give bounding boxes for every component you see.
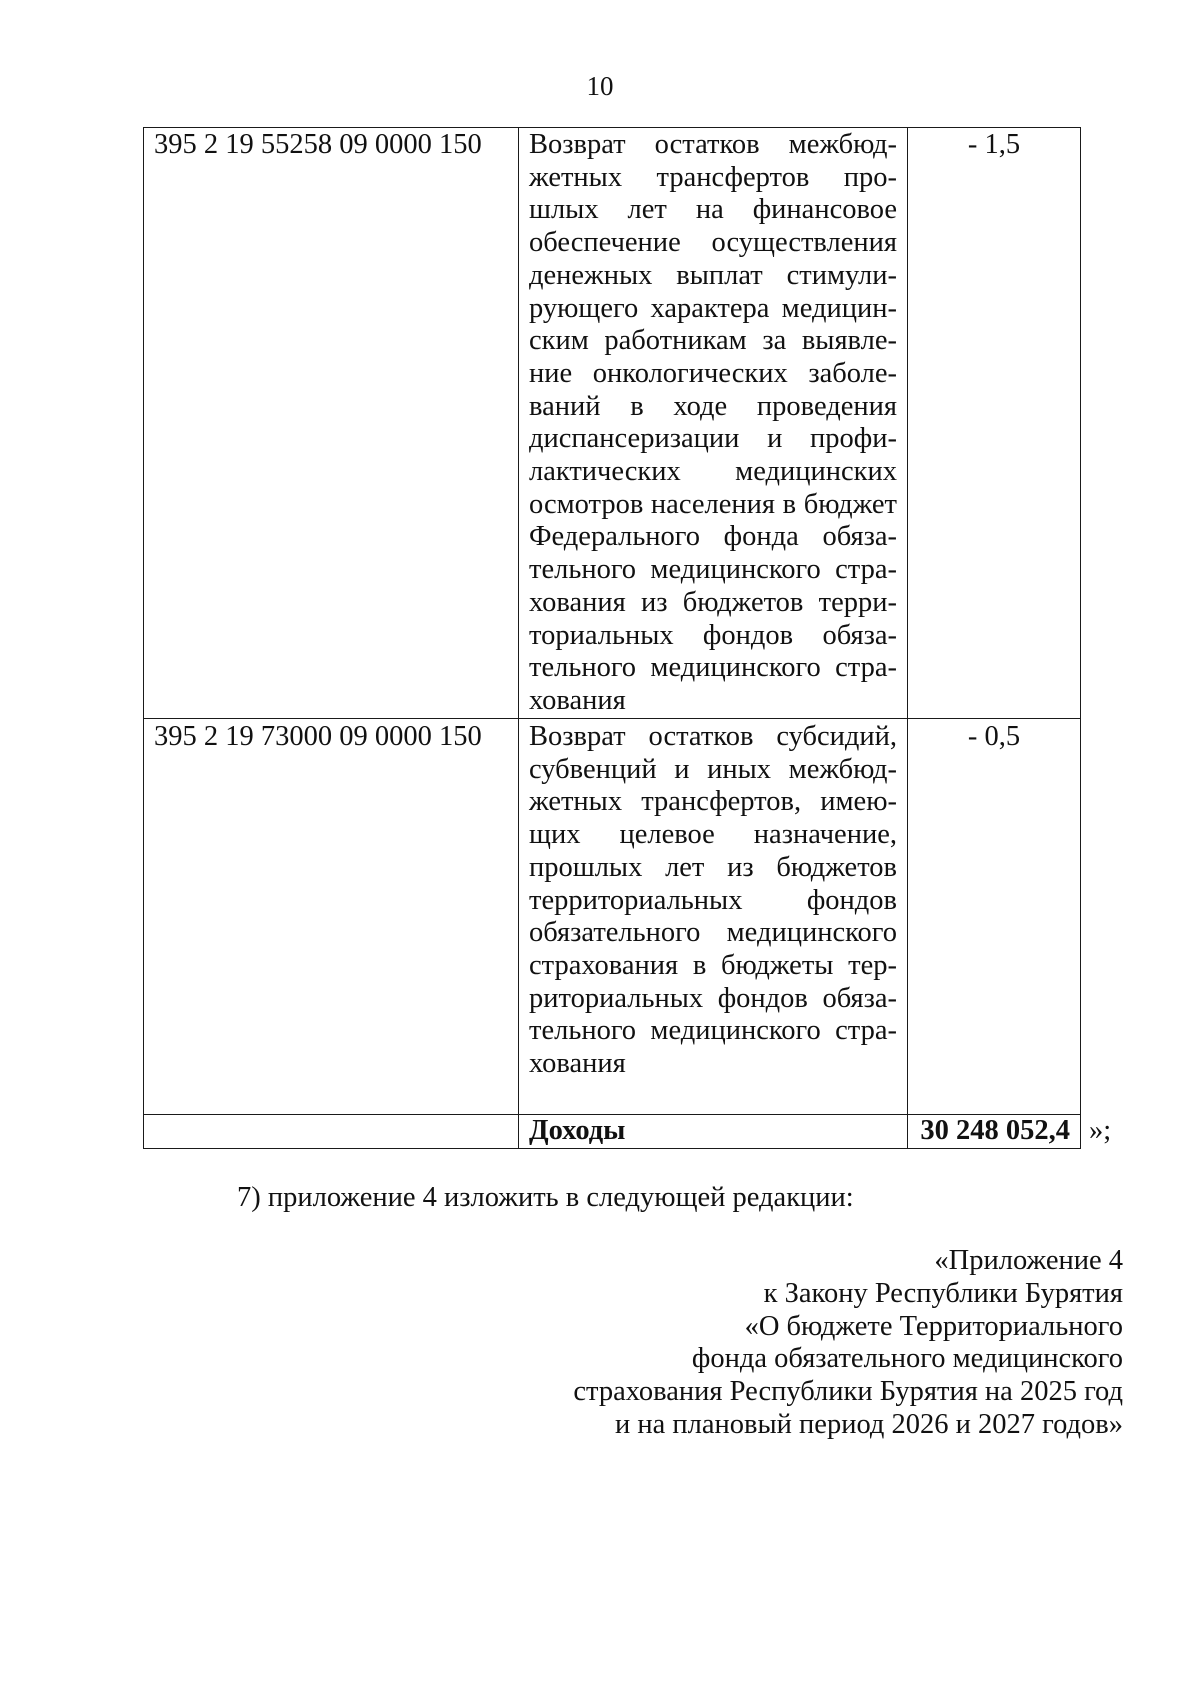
total-row	[144, 1115, 1081, 1149]
name-line: хования из бюджетов терри-	[529, 586, 897, 618]
appendix-header	[573, 1245, 1123, 1442]
revenue-name-cell	[519, 128, 908, 719]
appendix-header-line: «О бюджете Территориального	[744, 1310, 1123, 1342]
name-line: жетных трансфертов, имею-	[529, 786, 897, 818]
total-amount: 30 248 052,4	[908, 1115, 1081, 1149]
appendix-header-line: к Закону Республики Бурятия	[763, 1277, 1123, 1309]
name-line: тельного медицинского стра-	[529, 652, 897, 684]
name-line: страхования в бюджеты тер-	[529, 949, 897, 981]
name-line: денежных выплат стимули-	[529, 259, 897, 291]
name-line: обеспечение осуществления	[529, 227, 897, 259]
page-number: 10	[586, 71, 614, 101]
name-line: лактических медицинских	[529, 456, 897, 488]
name-line: шлых лет на финансовое	[529, 194, 897, 226]
name-line: тельного медицинского стра-	[529, 554, 897, 586]
empty-code-cell	[144, 1115, 519, 1149]
name-line: тельного медицинского стра-	[529, 1015, 897, 1047]
budget-code-cell: 395 2 19 55258 09 0000 150	[144, 128, 519, 719]
name-line: хования	[529, 684, 626, 716]
name-line: осмотров населения в бюджет	[529, 488, 897, 520]
name-line: ским работникам за выявле-	[529, 325, 897, 357]
appendix-header-line: «Приложение 4	[934, 1245, 1123, 1276]
name-line: Федерального фонда обяза-	[529, 521, 897, 553]
name-line: щих целевое назначение,	[529, 819, 897, 851]
closing-quote-mark: »;	[1089, 1115, 1112, 1146]
amount-cell: - 0,5	[908, 719, 1081, 1115]
name-line: риториальных фондов обяза-	[529, 982, 897, 1014]
name-line: субвенций и иных межбюд-	[529, 753, 897, 785]
table-row	[144, 128, 1081, 719]
table-row	[144, 719, 1081, 1115]
name-line: ние онкологических заболе-	[529, 357, 897, 389]
appendix-header-line: и на плановый период 2026 и 2027 годов»	[615, 1408, 1123, 1440]
name-line: территориальных фондов	[529, 884, 897, 916]
name-line: обязательного медицинского	[529, 917, 897, 949]
name-line: хования	[529, 1048, 626, 1080]
name-line: ториальных фондов обяза-	[529, 619, 897, 651]
name-line: ваний в ходе проведения	[529, 390, 897, 422]
appendix-header-line: страхования Республики Бурятия на 2025 год	[573, 1376, 1123, 1408]
name-line: прошлых лет из бюджетов	[529, 851, 897, 883]
name-line: Возврат остатков межбюд-	[529, 129, 897, 160]
name-line: диспансеризации и профи-	[529, 423, 897, 455]
appendix-header-line: фонда обязательного медицинского	[691, 1343, 1123, 1375]
instruction-paragraph: 7) приложение 4 изложить в следующей редакции:	[237, 1182, 854, 1213]
name-line: жетных трансфертов про-	[529, 161, 897, 193]
name-line: рующего характера медицин-	[529, 292, 897, 324]
revenue-table	[143, 127, 1081, 1149]
total-label: Доходы	[519, 1115, 908, 1149]
name-line: Возврат остатков субсидий,	[529, 721, 897, 752]
amount-cell: - 1,5	[908, 128, 1081, 719]
budget-code-cell: 395 2 19 73000 09 0000 150	[144, 719, 519, 1115]
revenue-name-cell	[519, 719, 908, 1115]
